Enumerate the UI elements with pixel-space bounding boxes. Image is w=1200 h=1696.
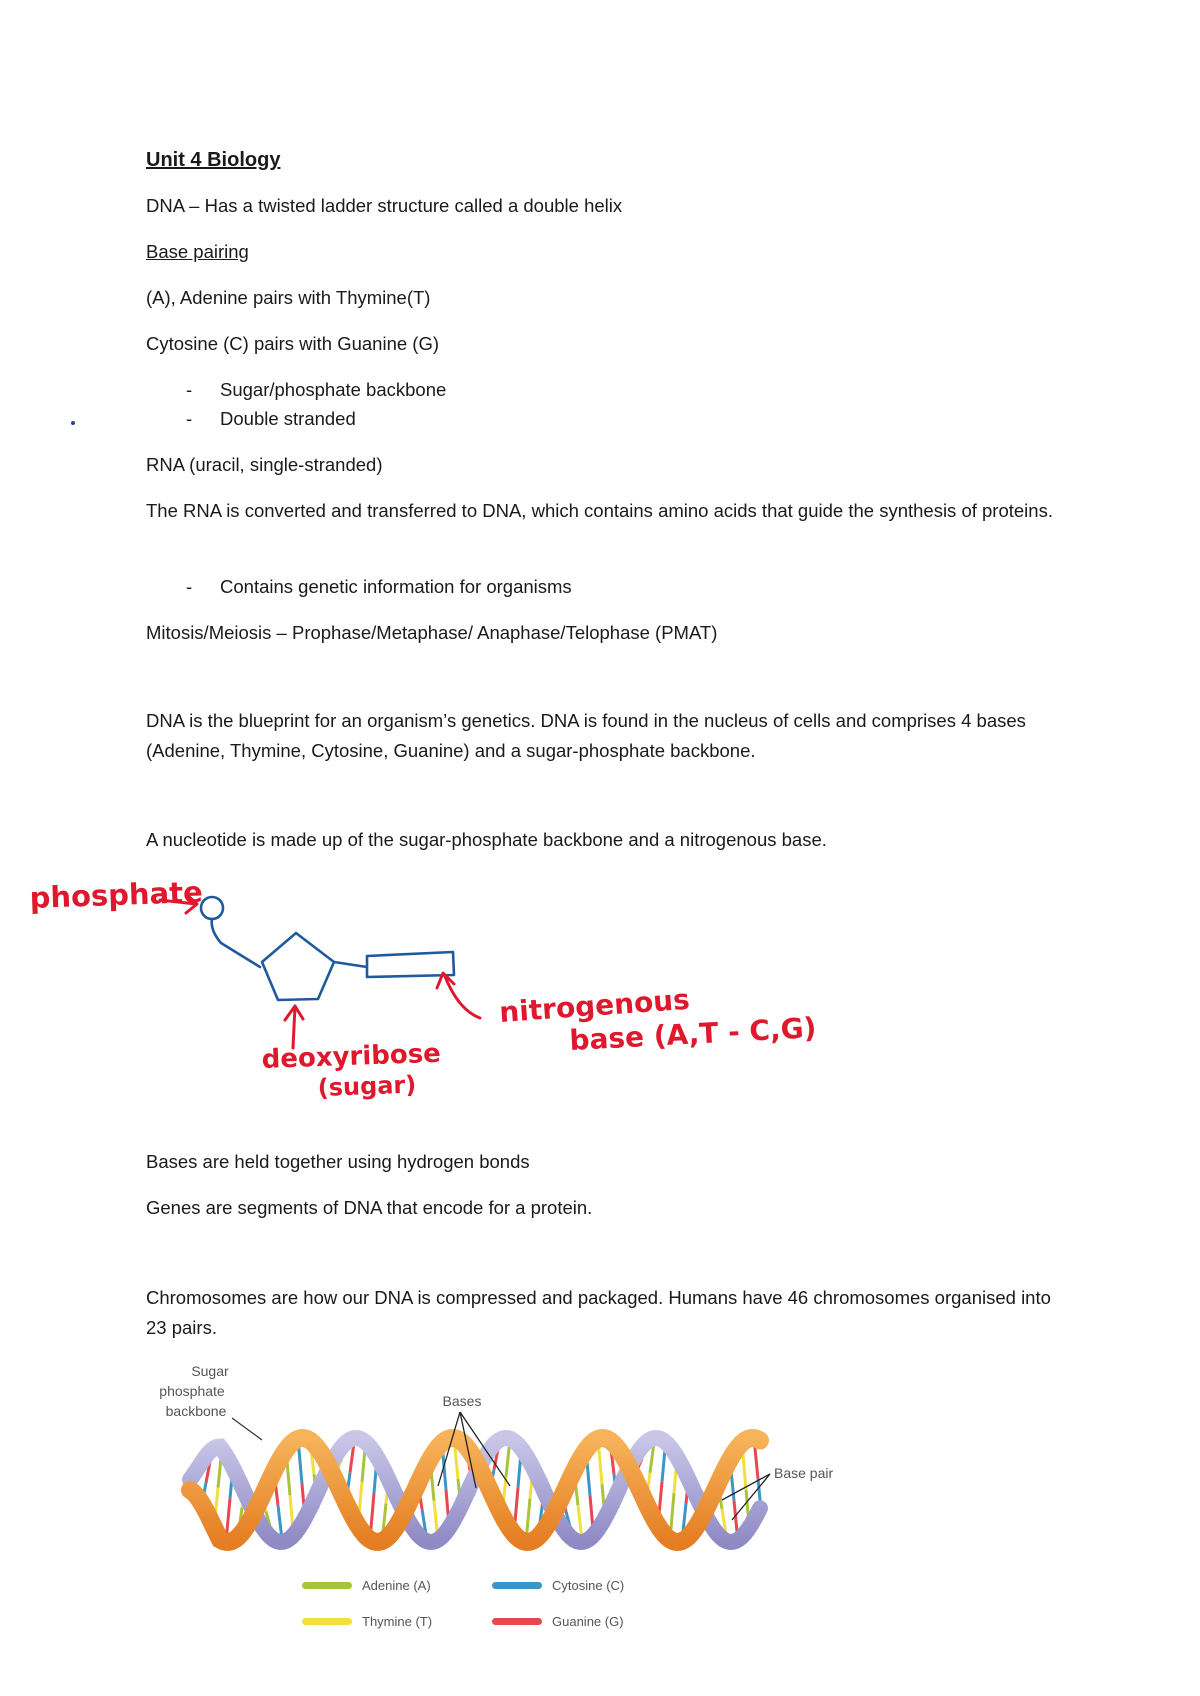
legend-swatch-guanine <box>492 1618 542 1625</box>
dna-blueprint-paragraph: DNA is the blueprint for an organism’s genetics. DNA is found in the nucleus of cells and comprises 4 bases (Adenine, Thymine, Cytosine, Guanine) and a sugar-phosphate backbone. <box>146 710 1026 761</box>
legend-label-cytosine: Cytosine (C) <box>552 1578 625 1593</box>
bullet-text: Sugar/phosphate backbone <box>220 379 447 400</box>
pair-cg-line: Cytosine (C) pairs with Guanine (G) <box>146 333 440 354</box>
legend-label-thymine: Thymine (T) <box>362 1614 433 1629</box>
base-pair-label: Base pair <box>774 1465 834 1481</box>
legend-swatch-adenine <box>302 1582 352 1589</box>
backbone-label-3: backbone <box>165 1403 227 1419</box>
chromosomes-paragraph: Chromosomes are how our DNA is compressed and packaged. Humans have 46 chromosomes organised into 23 pairs. <box>146 1287 1051 1338</box>
rna-convert-paragraph: The RNA is converted and transferred to DNA, which contains amino acids that guide the synthesis of proteins. <box>146 500 1053 521</box>
phosphate-handwriting: phosphate <box>29 874 204 915</box>
bullet-double-stranded <box>186 404 356 434</box>
bullet-dash: - <box>186 576 193 597</box>
dna-helix-figure <box>0 1360 1200 1660</box>
rna-line: RNA (uracil, single-stranded) <box>146 454 383 475</box>
mitosis-line: Mitosis/Meiosis – Prophase/Metaphase/ Anaphase/Telophase (PMAT) <box>146 622 718 643</box>
nitrogenous-handwriting-1: nitrogenous <box>498 982 691 1029</box>
bullet-genetic-info <box>186 572 572 602</box>
bullet-dash: - <box>186 379 193 400</box>
pair-at-line: (A), Adenine pairs with Thymine(T) <box>146 287 431 308</box>
helix-legend <box>302 1578 624 1629</box>
nucleotide-structure <box>201 897 454 1000</box>
deoxyribose-handwriting-2: (sugar) <box>317 1070 417 1102</box>
backbone-pointer <box>232 1418 262 1440</box>
bullet-dash: - <box>186 408 193 429</box>
dna-definition: DNA – Has a twisted ladder structure called a double helix <box>146 195 623 216</box>
legend-label-guanine: Guanine (G) <box>552 1614 624 1629</box>
backbone-label-1: Sugar <box>191 1363 229 1379</box>
phosphate-circle <box>201 897 223 919</box>
bullet-backbone <box>186 375 446 405</box>
nitrogenous-handwriting-2: base (A,T - C,G) <box>568 1011 818 1057</box>
base-pairing-heading: Base pairing <box>146 241 249 262</box>
bases-label: Bases <box>442 1393 482 1409</box>
phosphate-link <box>212 919 260 967</box>
hydrogen-bonds-line: Bases are held together using hydrogen bonds <box>146 1151 530 1172</box>
sugar-arrow <box>285 1006 303 1048</box>
deoxyribose-pentagon <box>262 933 334 1000</box>
legend-swatch-thymine <box>302 1618 352 1625</box>
document-title: Unit 4 Biology <box>146 149 281 171</box>
legend-swatch-cytosine <box>492 1582 542 1589</box>
base-arrow <box>437 973 480 1018</box>
bullet-text: Double stranded <box>220 408 356 429</box>
nucleotide-sketch <box>0 870 1200 1110</box>
deoxyribose-handwriting-1: deoxyribose <box>261 1038 442 1075</box>
nucleotide-line: A nucleotide is made up of the sugar-phosphate backbone and a nitrogenous base. <box>146 829 827 850</box>
base-rectangle <box>367 952 454 977</box>
sugar-base-link <box>334 962 367 967</box>
stray-dot <box>71 421 75 425</box>
legend-label-adenine: Adenine (A) <box>362 1578 431 1593</box>
genes-line: Genes are segments of DNA that encode for a protein. <box>146 1197 593 1218</box>
backbone-label-2: phosphate <box>159 1383 225 1399</box>
bullet-text: Contains genetic information for organisms <box>220 576 572 597</box>
